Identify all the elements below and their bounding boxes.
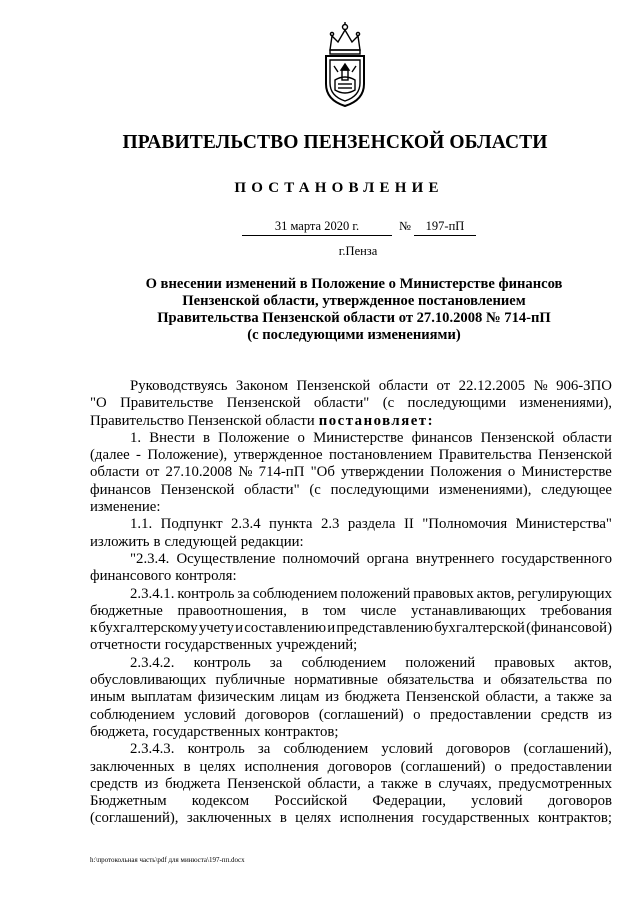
body-word: актов, <box>476 585 515 602</box>
body-word: правовых <box>494 654 555 671</box>
body-word: контрактов; <box>264 723 339 740</box>
body-word: (с <box>309 481 321 498</box>
body-line <box>90 586 612 603</box>
body-word: Положения <box>430 464 502 481</box>
body-word: бюджета <box>165 775 221 792</box>
body-word: 2.3 <box>320 516 340 533</box>
body-word: требования <box>540 602 612 619</box>
body-word: органа <box>366 550 409 567</box>
subject-line: Правительства Пензенской области от 27.10.2008 № 714-пП <box>157 310 551 326</box>
body-word: договоров <box>547 793 612 810</box>
body-line <box>90 534 612 551</box>
body-word: из <box>598 706 612 723</box>
body-word: 2.3.4.1. <box>130 585 175 602</box>
decree-number: 197-пП <box>414 219 476 236</box>
body-word: составлению <box>244 620 327 637</box>
body-word: предоставлении <box>510 758 612 775</box>
body-word: государственного <box>501 550 612 567</box>
penza-coat-of-arms-emblem <box>318 22 372 108</box>
body-word: в <box>301 602 309 619</box>
body-word: лицам <box>280 689 320 706</box>
body-word: публичные <box>215 672 286 689</box>
body-word: "Полномочия <box>422 516 508 533</box>
body-word: за <box>269 654 283 671</box>
body-word: области" <box>244 481 300 498</box>
body-line <box>90 603 612 620</box>
body-word: утверждении <box>341 464 424 481</box>
body-word: в <box>153 533 161 550</box>
body-line <box>90 759 612 776</box>
body-word: Министерства" <box>515 516 612 533</box>
body-word: № <box>238 464 253 481</box>
body-word: контроль <box>193 654 251 671</box>
body-word: изложить <box>90 533 150 550</box>
body-word: также <box>380 775 418 792</box>
body-word: правоотношения, <box>177 602 287 619</box>
body-line <box>90 430 612 447</box>
body-word: о <box>494 758 502 775</box>
body-word: Правительстве <box>120 395 214 412</box>
body-word: о <box>297 429 305 446</box>
body-word: Министерстве <box>521 464 612 481</box>
body-word: в <box>279 810 287 827</box>
body-word: Положение), <box>147 447 228 464</box>
body-word: Пензенской <box>227 775 301 792</box>
body-word: обусловливающих <box>90 672 207 689</box>
body-word: 27.10.2008 <box>165 464 233 481</box>
body-word: (соглашений), <box>523 741 612 758</box>
body-word: государственных <box>164 637 273 654</box>
body-word: от <box>145 464 160 481</box>
body-word: Пензенской <box>538 447 612 464</box>
body-line <box>90 568 612 585</box>
body-word: контроль <box>187 741 245 758</box>
body-word: положений <box>405 654 476 671</box>
body-word: за <box>257 741 271 758</box>
body-line <box>90 620 612 637</box>
body-word: обязательства <box>500 672 588 689</box>
document-type-heading: ПОСТАНОВЛЕНИЕ <box>234 180 444 196</box>
body-word: № <box>533 378 548 394</box>
body-word: соблюдением <box>90 706 175 723</box>
body-word: бюджета, <box>90 723 149 740</box>
body-line <box>90 516 612 533</box>
body-word: иным <box>90 689 126 706</box>
body-word: учреждений; <box>276 637 358 654</box>
body-word: из <box>144 775 159 792</box>
body-word: изменениями), <box>438 481 532 498</box>
body-word: области <box>562 429 612 446</box>
body-word: физическим <box>197 689 275 706</box>
body-word: выплатам <box>130 689 192 706</box>
body-word: области, <box>307 775 361 792</box>
number-label: № <box>399 219 411 233</box>
body-word: Пензенской <box>296 378 371 394</box>
body-line <box>90 499 612 516</box>
body-word: "Об <box>310 464 335 481</box>
body-word: за <box>599 689 612 706</box>
body-word: 2.3.4 <box>231 516 261 533</box>
body-word: изменениями), <box>519 395 612 412</box>
body-word: государственных <box>422 810 530 827</box>
body-word: представлению <box>336 620 433 637</box>
body-word: от <box>436 378 451 394</box>
body-word: предоставлении <box>430 706 532 723</box>
body-word: регулирующих <box>517 585 612 602</box>
body-word: отчетности <box>90 637 161 654</box>
body-word: условий <box>471 793 523 810</box>
body-word: средств <box>540 706 589 723</box>
body-line <box>90 464 612 481</box>
body-word: 2.3.4.2. <box>130 654 175 671</box>
body-word: соблюдением <box>252 585 338 602</box>
body-word: утвержденное <box>233 447 323 464</box>
subject-line: Пензенской области, утвержденное постановлением <box>182 293 526 309</box>
body-word: случаях, <box>438 775 492 792</box>
body-word: бухгалтерскому <box>98 620 198 637</box>
body-word: контроль <box>177 585 235 602</box>
body-word: договоров <box>327 758 392 775</box>
body-word: исполнения <box>339 810 414 827</box>
body-word: бюджета <box>344 689 400 706</box>
body-word: 906-ЗПО <box>556 378 612 394</box>
body-word: (далее <box>90 447 130 464</box>
body-word: заключенных <box>186 810 272 827</box>
city-name: г.Пенза <box>338 244 378 258</box>
body-word: учету <box>198 620 234 637</box>
body-line <box>90 689 612 706</box>
body-word: 714-пП <box>258 464 305 481</box>
body-word: Подпункт <box>160 516 223 533</box>
body-line <box>90 395 612 412</box>
body-word: Пензенской <box>480 429 555 446</box>
body-word: целях <box>295 810 332 827</box>
body-word: Положение <box>218 429 290 446</box>
body-word: следующей <box>164 533 237 550</box>
body-word: предусмотренных <box>498 775 612 792</box>
body-word: Пензенской <box>405 689 480 706</box>
decree-body-text <box>90 378 612 828</box>
body-word: контрактов; <box>537 810 612 827</box>
body-word: последующими <box>407 395 507 412</box>
body-word: изменение: <box>90 499 161 516</box>
body-word: области, <box>485 689 539 706</box>
body-word: из <box>325 689 339 706</box>
body-word: устанавливающих <box>410 602 526 619</box>
body-word: по <box>596 672 612 689</box>
body-word: 2.3.4.3. <box>130 741 175 758</box>
body-word: бюджетные <box>90 602 163 619</box>
body-word: в <box>424 775 432 792</box>
body-line <box>90 672 612 689</box>
body-word: финансов <box>90 481 151 498</box>
body-word: государственных <box>152 723 261 740</box>
file-path-footer: h:\протокольная часть\pdf для минюста\197-пп.docx <box>90 856 245 864</box>
body-line <box>90 378 612 395</box>
body-word: бухгалтерской <box>434 620 525 637</box>
body-word: нормативные <box>294 672 378 689</box>
body-line <box>90 482 612 499</box>
body-line <box>90 741 612 758</box>
body-line <box>90 810 612 827</box>
decree-subject-title <box>130 276 578 344</box>
body-word: и <box>327 620 336 637</box>
body-word: II <box>403 516 414 533</box>
body-word: условий <box>184 706 236 723</box>
body-word: области" <box>313 395 370 412</box>
body-word: редакции: <box>240 533 304 550</box>
body-line <box>90 413 612 430</box>
subject-line: О внесении изменений в Положение о Министерстве финансов <box>145 276 563 292</box>
body-word: (с <box>382 395 395 412</box>
body-word: исполнения <box>244 758 319 775</box>
body-word: области <box>378 378 429 394</box>
subject-line: (с последующими изменениями) <box>247 327 461 343</box>
body-word: заключенных <box>90 758 175 775</box>
decree-date: 31 марта 2020 г. <box>242 219 392 236</box>
body-word: Пензенской <box>226 395 301 412</box>
body-word: Бюджетным <box>90 793 167 810</box>
body-text-span: Правительство Пензенской области <box>90 412 315 429</box>
body-line <box>90 776 612 793</box>
body-line <box>90 724 612 741</box>
body-word: актов, <box>574 654 612 671</box>
body-word: "О <box>90 395 107 412</box>
body-word: о <box>507 464 516 481</box>
body-word: Осуществление <box>176 550 276 567</box>
body-word: в <box>203 429 211 446</box>
body-word: положений <box>340 585 411 602</box>
body-word: области <box>90 464 140 481</box>
body-word: кодексом <box>191 793 250 810</box>
body-word: Министерстве <box>313 429 404 446</box>
body-word: (соглашений), <box>90 810 179 827</box>
body-line <box>90 551 612 568</box>
body-word: контроля: <box>175 568 237 585</box>
body-line <box>90 447 612 464</box>
body-word: (соглашений) <box>400 758 486 775</box>
body-word: 22.12.2005 <box>458 378 526 394</box>
body-word: и <box>235 620 244 637</box>
body-word: полномочий <box>282 550 360 567</box>
body-word: договоров <box>245 706 310 723</box>
body-word: обязательства <box>387 672 475 689</box>
body-word: договоров <box>446 741 511 758</box>
body-word: 1. <box>130 429 142 446</box>
body-word: средств <box>90 775 138 792</box>
body-word: финансов <box>411 429 473 446</box>
body-word: том <box>323 602 346 619</box>
date-number-line <box>0 219 640 239</box>
body-word: в <box>183 758 191 775</box>
body-word: следующее <box>541 481 612 498</box>
body-line <box>90 707 612 724</box>
body-line <box>90 637 612 654</box>
body-word: - <box>136 447 141 464</box>
body-word: о <box>413 706 421 723</box>
body-word: 1.1. <box>130 516 153 533</box>
body-line <box>90 655 612 672</box>
body-word: и <box>483 672 492 689</box>
body-word: а <box>544 689 551 706</box>
body-word: условий <box>381 741 433 758</box>
body-word: "2.3.4. <box>130 550 170 567</box>
body-word: правовых <box>413 585 474 602</box>
body-line <box>90 793 612 810</box>
body-word: соблюдением <box>283 741 369 758</box>
body-word: соблюдением <box>301 654 387 671</box>
body-word: Российской <box>274 793 348 810</box>
body-word: (финансовой) <box>526 620 612 637</box>
body-word: финансового <box>90 568 172 585</box>
body-word: Пензенской <box>160 481 235 498</box>
government-name-heading: ПРАВИТЕЛЬСТВО ПЕНЗЕНСКОЙ ОБЛАСТИ <box>122 132 548 153</box>
body-word: Руководствуясь <box>130 378 228 394</box>
body-word: также <box>556 689 594 706</box>
body-word: к <box>90 620 98 637</box>
body-word: Правительства <box>438 447 532 464</box>
body-word: внутреннего <box>415 550 495 567</box>
body-word: раздела <box>347 516 396 533</box>
body-word: числе <box>360 602 397 619</box>
body-word: постановлением <box>328 447 433 464</box>
body-word: Внести <box>149 429 195 446</box>
body-word: Федерации, <box>372 793 446 810</box>
body-word: (соглашений) <box>318 706 404 723</box>
body-word: за <box>237 585 250 602</box>
body-word: а <box>367 775 375 792</box>
body-word: целях <box>199 758 236 775</box>
body-word: пункта <box>269 516 313 533</box>
body-word: Законом <box>235 378 289 394</box>
resolves-keyword: постановляет: <box>318 412 434 429</box>
body-word: последующими <box>330 481 430 498</box>
